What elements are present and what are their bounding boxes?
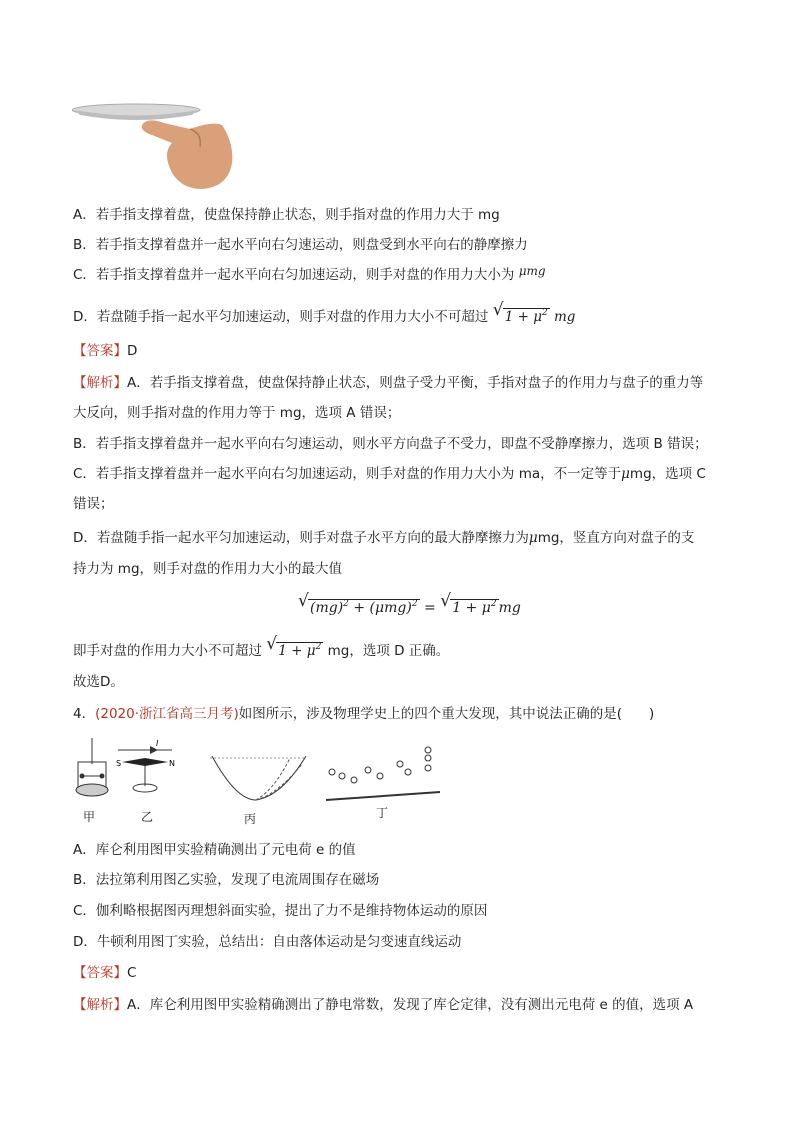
fig-label-jia: 甲 — [83, 810, 96, 824]
option-q3-c-text: C．若手指支撑着盘并一起水平向右匀加速运动，则手对盘的作用力大小为 — [73, 267, 515, 283]
q4-stem-text: 如图所示，涉及物理学史上的四个重大发现，其中说法正确的是( ) — [238, 706, 655, 722]
q4-answer — [73, 963, 136, 983]
svg-text:S: S — [116, 759, 122, 768]
option-q3-b: B．若手指支撑着盘并一起水平向右匀速运动，则盘受到水平向右的静摩擦力 — [73, 237, 528, 253]
analysis-q3-a2: 大反向，则手指对盘的作用力等于 mg，选项 A 错误； — [73, 405, 401, 421]
ideal-incline-figure — [206, 750, 310, 806]
answer-q3-value: D — [127, 343, 138, 359]
q4-number: 4． — [73, 706, 96, 722]
analysis-q3-equation: √ $(mg)^2 + (\mu mg)^2$ = √ $1 + \mu^2$ mg — [298, 591, 521, 616]
fig-label-bing: 丙 — [244, 812, 257, 826]
analysis-q3-final: 故选D。 — [73, 674, 124, 690]
fig-label-yi: 乙 — [141, 810, 154, 824]
answer-q3-label: 【答案】 — [73, 343, 127, 359]
svg-text:N: N — [169, 759, 175, 768]
option-q3-a: A．若手指支撑着盘，使盘保持静止状态，则手指对盘的作用力大于 mg — [73, 207, 500, 223]
analysis-q3-c2: 错误； — [73, 496, 114, 512]
q4-option-a: A．库仑利用图甲实验精确测出了元电荷 e 的值 — [73, 842, 356, 858]
q4-analysis — [73, 995, 693, 1015]
option-q3-c-math: μmg — [518, 264, 546, 278]
option-q3-d-text: D．若盘随手指一起水平匀加速运动，则手对盘的作用力大小不可超过 — [73, 309, 489, 325]
q4-answer-value: C — [127, 965, 137, 981]
q4-answer-label: 【答案】 — [73, 965, 127, 981]
free-fall-figure — [324, 742, 442, 802]
analysis-q3-d2: 持力为 mg，则手对盘的作用力大小的最大值 — [73, 561, 343, 577]
option-q3-d-math: mg — [554, 309, 576, 325]
analysis-q3-label: 【解析】 — [73, 375, 127, 391]
option-q3-d — [73, 300, 576, 327]
q4-analysis-text: A．库仑利用图甲实验精确测出了静电常数，发现了库仑定律，没有测出元电荷 e 的值，选项 A — [127, 997, 694, 1013]
q4-option-c: C．伽利略根据图丙理想斜面实验，提出了力不是维持物体运动的原因 — [73, 903, 488, 919]
torsion-balance-figure — [72, 734, 114, 808]
q4-analysis-label: 【解析】 — [73, 997, 127, 1013]
analysis-q3-d1: D．若盘随手指一起水平匀加速运动，则手对盘子水平方向的最大静摩擦力为μmg，竖直方向对盘子的支 — [73, 530, 695, 546]
option-q3-c — [73, 265, 546, 285]
q4-option-b: B．法拉第利用图乙实验，发现了电流周围存在磁场 — [73, 872, 380, 888]
analysis-q3-c1: C．若手指支撑着盘并一起水平向右匀加速运动，则手对盘的作用力大小为 ma，不一定等于μmg，选项 C — [73, 466, 706, 482]
analysis-q3-a1: 【解析】A．若手指支撑着盘，使盘保持静止状态，则盘子受力平衡，手指对盘子的作用力与盘子的重力等 — [73, 375, 704, 391]
fig-label-ding: 丁 — [376, 806, 389, 820]
analysis-q3-b: B．若手指支撑着盘并一起水平向右匀速运动，则水平方向盘子不受力，即盘不受静摩擦力，选项 B 错误； — [73, 436, 708, 452]
analysis-q3-conclusion: 即手对盘的作用力大小不可超过 √ $1 + \mu^2$ mg，选项 D 正确。 — [73, 634, 450, 659]
q4-source: (2020·浙江省高三月考) — [95, 706, 239, 722]
q4-option-d: D．牛顿利用图丁实验，总结出：自由落体运动是匀变速直线运动 — [73, 934, 462, 950]
option-q3-d-sqrt: √ $1 + \mu^2$ — [492, 300, 548, 325]
oersted-figure — [114, 740, 176, 800]
q4-stem — [73, 704, 654, 724]
svg-text:I: I — [156, 740, 159, 748]
answer-q3 — [73, 341, 137, 361]
plate-on-finger-figure — [72, 103, 242, 191]
